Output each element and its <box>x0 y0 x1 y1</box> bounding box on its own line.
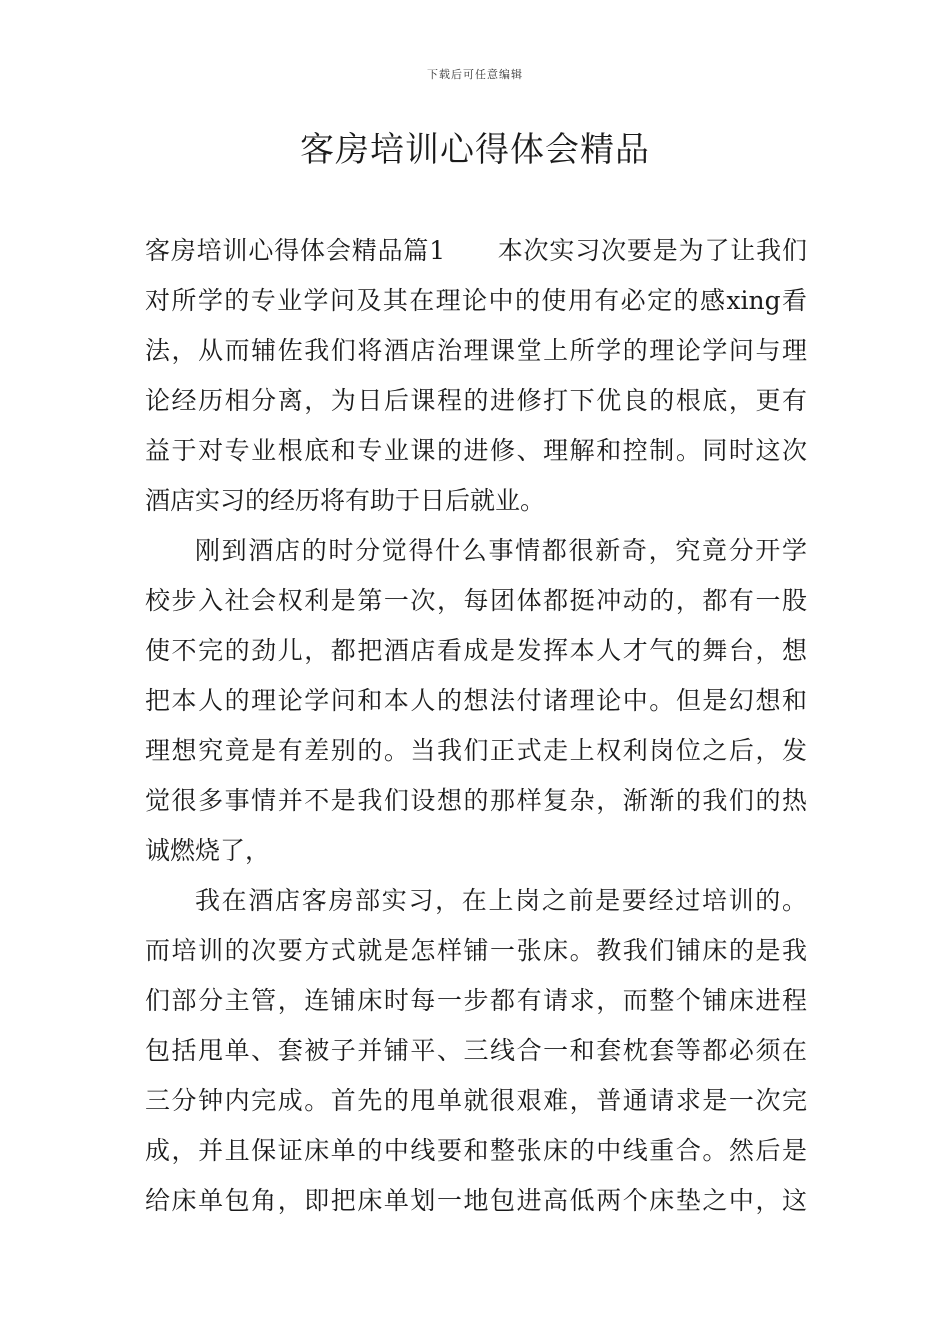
body-line: 论经历相分离，为日后课程的进修打下优良的根底，更有 <box>145 386 807 415</box>
body-line: 成，并且保证床单的中线要和整张床的中线重合。然后是 <box>145 1136 807 1165</box>
body-line: 校步入社会权利是第一次，每团体都挺冲动的，都有一股 <box>145 586 807 615</box>
page-header-note: 下载后可任意编辑 <box>427 68 523 81</box>
body-line: 酒店实习的经历将有助于日后就业。 <box>145 486 546 515</box>
document-body <box>145 226 807 1226</box>
body-line: 法，从而辅佐我们将酒店治理课堂上所学的理论学问与理 <box>145 336 807 365</box>
body-line: 把本人的理论学问和本人的想法付诸理论中。但是幻想和 <box>145 686 807 715</box>
body-line: 对所学的专业学问及其在理论中的使用有必定的感xing看 <box>145 286 807 315</box>
body-line: 包括甩单、套被子并铺平、三线合一和套枕套等都必须在 <box>145 1036 807 1065</box>
body-line: 三分钟内完成。首先的甩单就很艰难，普通请求是一次完 <box>145 1086 807 1115</box>
body-line: 客房培训心得体会精品篇1 本次实习次要是为了让我们 <box>145 236 807 265</box>
body-line: 诚燃烧了， <box>145 836 271 865</box>
document-title: 客房培训心得体会精品 <box>300 130 650 170</box>
body-line: 使不完的劲儿，都把酒店看成是发挥本人才气的舞台，想 <box>145 636 807 665</box>
body-line: 我在酒店客房部实习，在上岗之前是要经过培训的。 <box>195 886 807 915</box>
body-line: 给床单包角，即把床单划一地包进高低两个床垫之中，这 <box>145 1186 807 1215</box>
body-line: 刚到酒店的时分觉得什么事情都很新奇，究竟分开学 <box>195 536 807 565</box>
body-line: 们部分主管，连铺床时每一步都有请求，而整个铺床进程 <box>145 986 807 1015</box>
body-line: 觉很多事情并不是我们设想的那样复杂，渐渐的我们的热 <box>145 786 807 815</box>
body-line: 理想究竟是有差别的。当我们正式走上权利岗位之后，发 <box>145 736 807 765</box>
body-line: 而培训的次要方式就是怎样铺一张床。教我们铺床的是我 <box>145 936 807 965</box>
body-line: 益于对专业根底和专业课的进修、理解和控制。同时这次 <box>145 436 807 465</box>
